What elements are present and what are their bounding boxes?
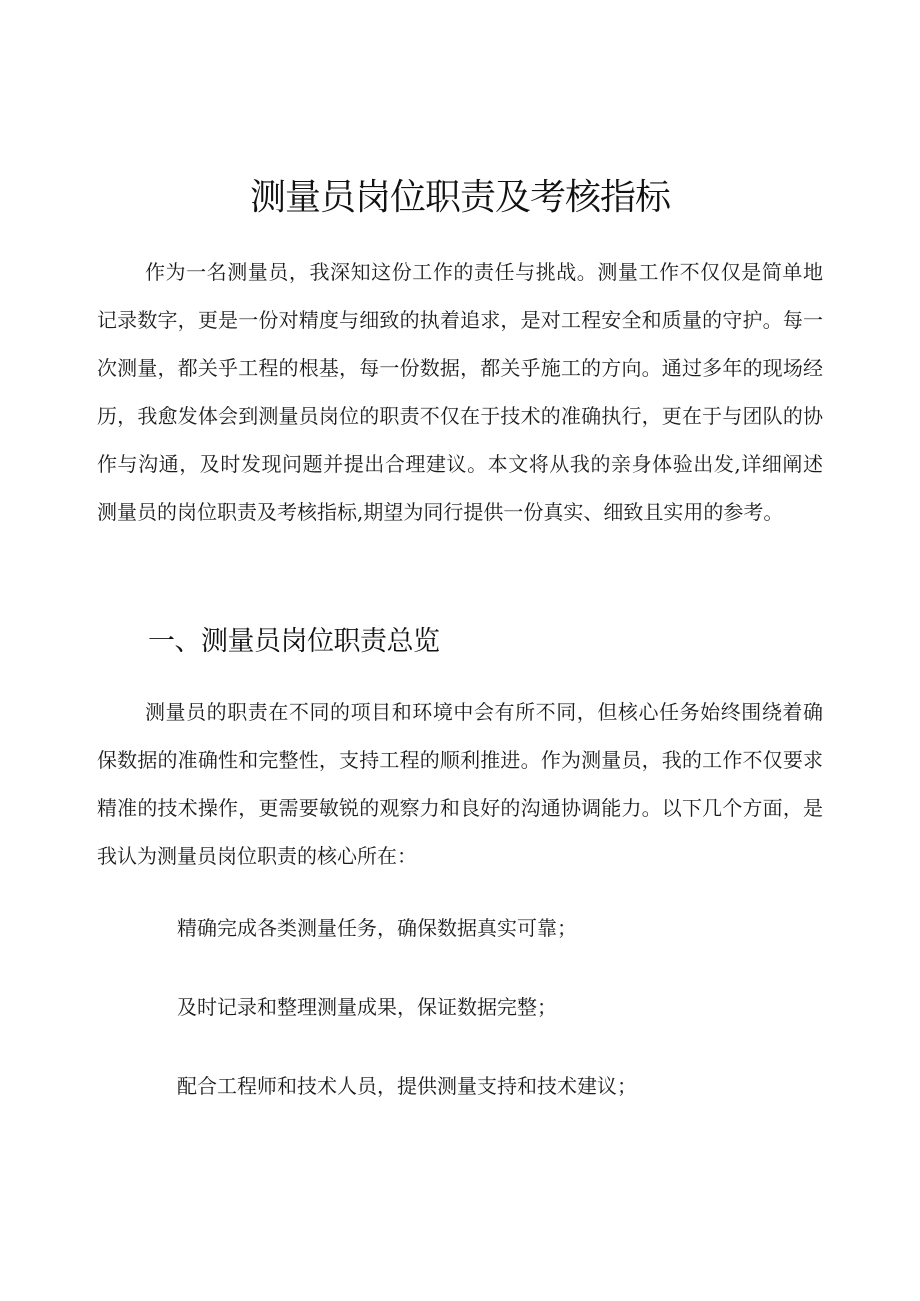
duty-item-3: 配合工程师和技术人员，提供测量支持和技术建议； — [177, 1074, 637, 1098]
document-title: 测量员岗位职责及考核指标 — [249, 177, 670, 218]
section-heading-overview: 一、测量员岗位职责总览 — [148, 626, 440, 657]
intro-paragraph: 作为一名测量员，我深知这份工作的责任与挑战。测量工作不仅仅是简单地记录数字，更是一份对精度与细致的执着追求，是对工程安全和质量的守护。每一次测量，都关乎工程的根基，每一份数据，都关乎施工的方向。通过多年的现场经历，我愈发体会到测量员岗位的职责不仅在于技术的准确执行，更在于与团队的协作与沟通，及时发现问题并提出合理建议。本文将从我的亲身体验出发,详细阐述测量员的岗位职责及考核指标,期望为同行提供一份真实、细致且实用的参考。 — [97, 260, 823, 524]
duty-item-1: 精确完成各类测量任务，确保数据真实可靠； — [177, 916, 577, 940]
duty-item-2: 及时记录和整理测量成果，保证数据完整； — [177, 995, 557, 1019]
overview-paragraph: 测量员的职责在不同的项目和环境中会有所不同，但核心任务始终围绕着确保数据的准确性和完整性，支持工程的顺利推进。作为测量员，我的工作不仅要求精准的技术操作，更需要敏锐的观察力和良好的沟通协调能力。以下几个方面，是我认为测量员岗位职责的核心所在： — [97, 700, 823, 868]
